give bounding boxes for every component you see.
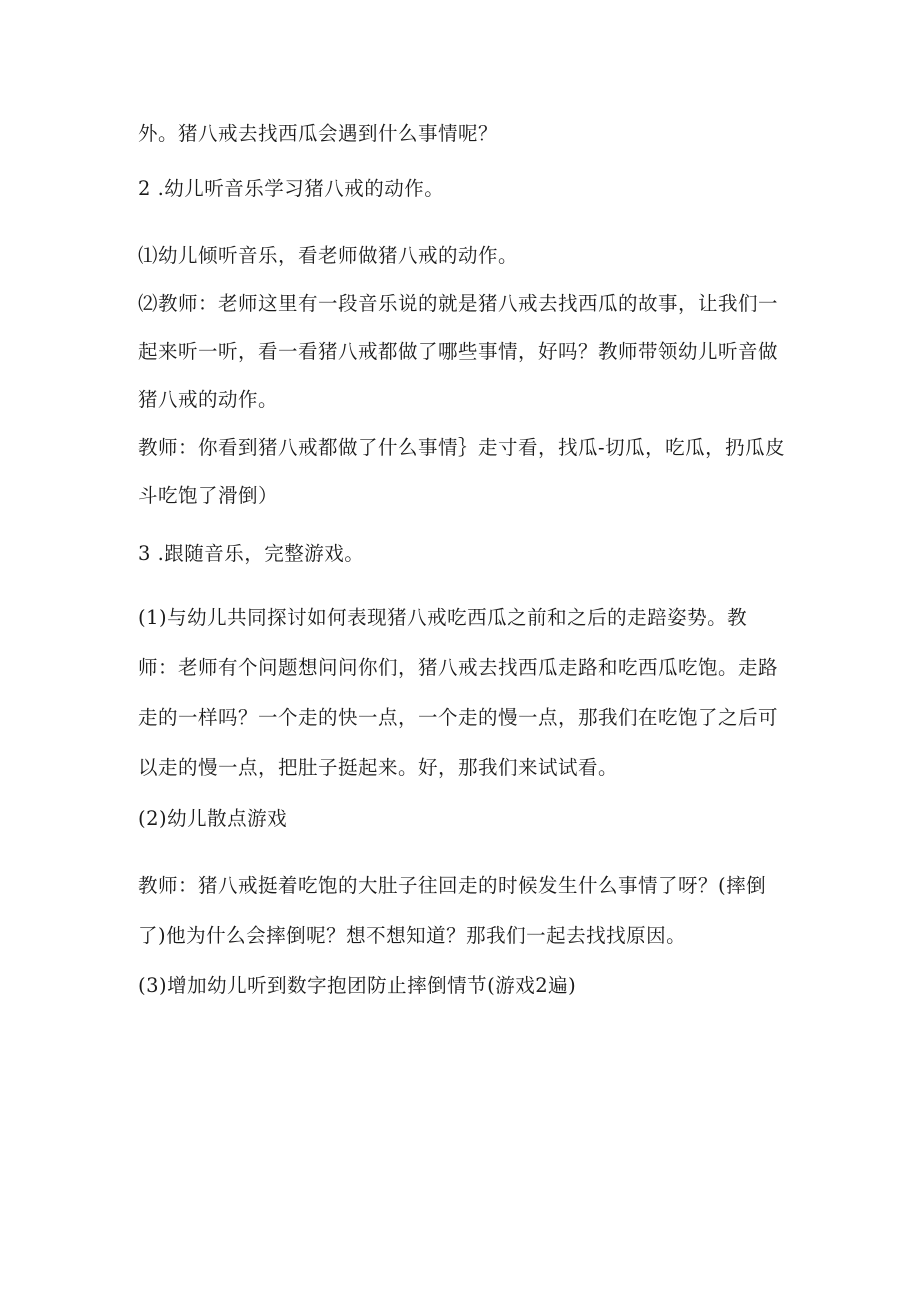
text-line: ⑴幼儿倾听音乐，看老师做猪八戒的动作。 — [138, 244, 519, 267]
text-line: (1)与幼儿共同探讨如何表现猪八戒吃西瓜之前和之后的走踣姿势。教 — [138, 606, 748, 629]
text-line: ⑵教师：老师这里有一段音乐说的就是猪八戒去找西瓜的故事，让我们一 — [138, 292, 779, 315]
section-heading: 2 .幼儿听音乐学习猪八戒的动作。 — [138, 177, 445, 200]
text-line: 走的一样吗？一个走的快一点，一个走的慢一点，那我们在吃饱了之后可 — [138, 706, 779, 729]
text-line: 斗吃饱了滑倒） — [138, 484, 279, 507]
text-line: 教师：猪八戒挺着吃饱的大肚子往回走的时候发生什么事情了呀？(摔倒 — [138, 874, 767, 897]
text-line: 了)他为什么会摔倒呢？想不想知道？那我们一起去找找原因。 — [138, 924, 687, 947]
text-line: 教师：你看到猪八戒都做了什么事情｝走寸看，找瓜-切瓜，吃瓜，扔瓜皮 — [138, 436, 786, 459]
text-line: (2)幼儿散点游戏 — [138, 807, 288, 830]
text-line: 外。猪八戒去找西瓜会遇到什么事情呢？ — [138, 122, 499, 145]
text-line: 起来听一听，看一看猪八戒都做了哪些事情，好吗？教师带领幼儿听音做 — [138, 340, 779, 363]
section-heading: 3 .跟随音乐，完整游戏。 — [138, 542, 365, 565]
text-line: 师：老师有个问题想问问你们，猪八戒去找西瓜走路和吃西瓜吃饱。走路 — [138, 656, 779, 679]
text-line: 猪八戒的动作。 — [138, 388, 279, 411]
text-line: 以走的慢一点，把肚子挺起来。好，那我们来试试看。 — [138, 756, 619, 779]
text-line: (3)增加幼儿听到数字抱团防止摔倒情节(游戏2遍) — [138, 974, 577, 997]
